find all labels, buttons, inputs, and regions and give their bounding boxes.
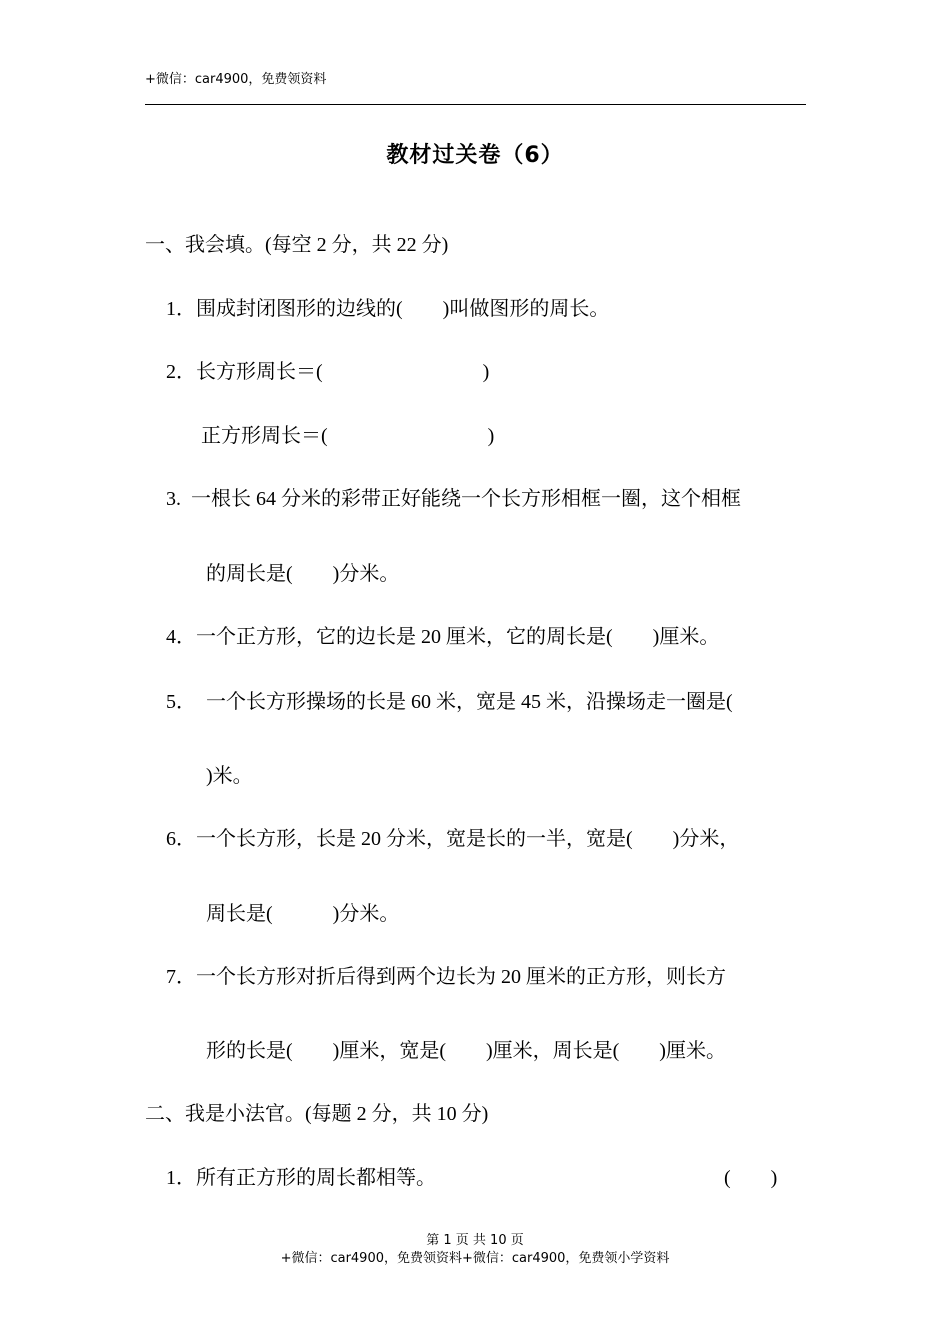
question-1-7-line1: 7．一个长方形对折后得到两个边长为 20 厘米的正方形，则长方 bbox=[166, 966, 726, 988]
question-1-2-rectangle: 2．长方形周长＝( ) bbox=[166, 361, 490, 383]
question-1-2-square: 正方形周长＝( ) bbox=[201, 425, 495, 447]
section-1-heading: 一、我会填。(每空 2 分，共 22 分) bbox=[145, 234, 449, 256]
question-1-7-line2: 形的长是( )厘米，宽是( )厘米，周长是( )厘米。 bbox=[206, 1040, 726, 1062]
question-2-1: 1．所有正方形的周长都相等。 bbox=[166, 1167, 436, 1189]
page-title: 教材过关卷（6） bbox=[386, 143, 564, 168]
answer-parentheses: ( ) bbox=[724, 1167, 778, 1189]
question-1-4: 4．一个正方形，它的边长是 20 厘米，它的周长是( )厘米。 bbox=[166, 626, 720, 648]
question-1-5-line1: 5． 一个长方形操场的长是 60 米，宽是 45 米，沿操场走一圈是( bbox=[166, 691, 733, 713]
question-1-1: 1．围成封闭图形的边线的( )叫做图形的周长。 bbox=[166, 298, 610, 320]
page-number: 第 1 页 共 10 页 bbox=[426, 1233, 524, 1248]
question-1-5-line2: )米。 bbox=[206, 765, 253, 787]
header-rule bbox=[145, 104, 806, 105]
question-1-6-line2: 周长是( )分米。 bbox=[206, 903, 400, 925]
question-1-6-line1: 6．一个长方形，长是 20 分米，宽是长的一半，宽是( )分米， bbox=[166, 828, 740, 850]
section-2-heading: 二、我是小法官。(每题 2 分，共 10 分) bbox=[145, 1103, 489, 1125]
question-1-3-line2: 的周长是( )分米。 bbox=[206, 563, 400, 585]
footer-note: +微信：car4900，免费领资料+微信：car4900，免费领小学资料 bbox=[280, 1251, 670, 1266]
question-1-3-line1: 3. 一根长 64 分米的彩带正好能绕一个长方形相框一圈，这个相框 bbox=[166, 488, 741, 510]
page-header-note: +微信：car4900，免费领资料 bbox=[145, 72, 327, 87]
